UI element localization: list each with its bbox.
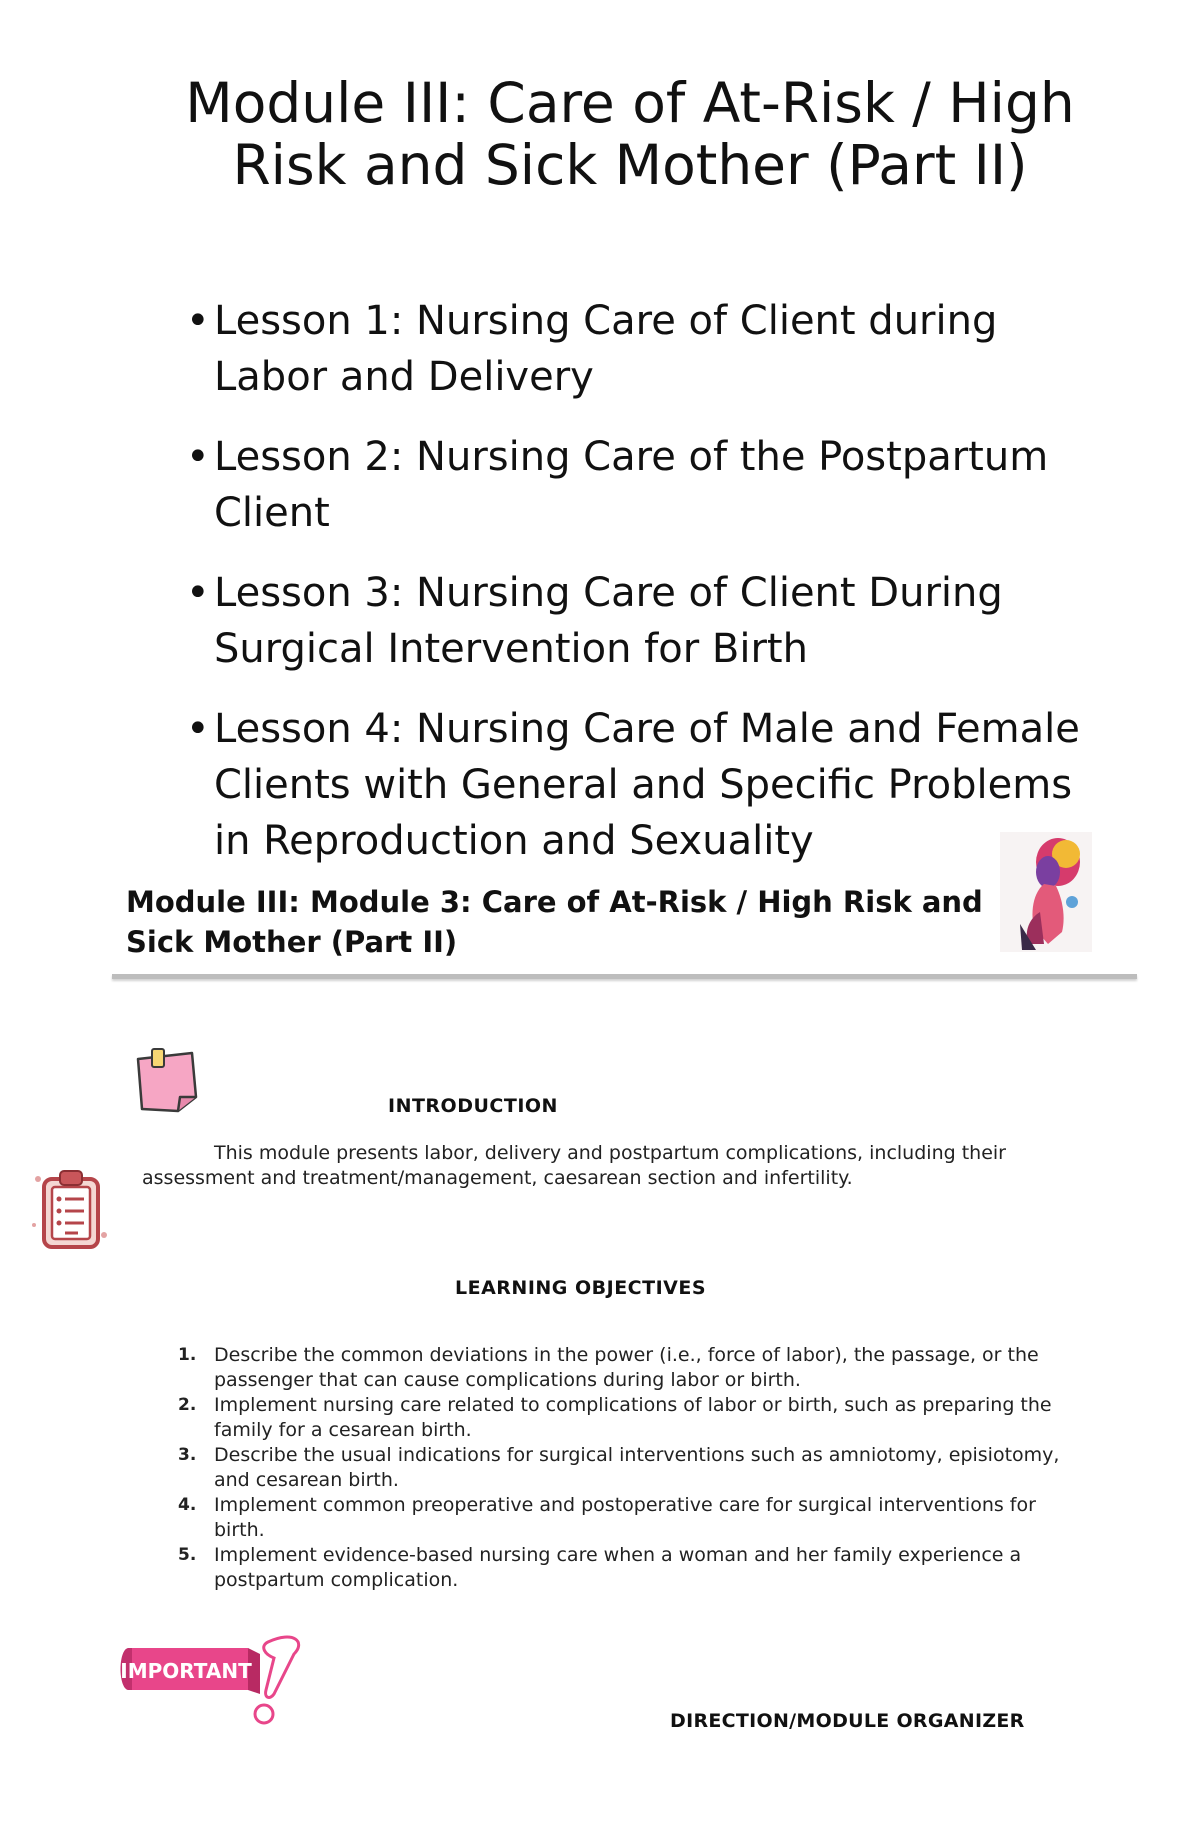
bullet: • [186,434,210,480]
header-divider [112,974,1137,979]
lesson-list [182,293,1112,893]
module-header-title: Module III: Module 3: Care of At-Risk / High Risk and Sick Mother (Part II) [126,885,983,959]
objective-number: 1. [178,1345,197,1365]
sticky-note-icon [130,1047,202,1119]
clipboard-icon [28,1165,112,1253]
page-title: Module III: Care of At-Risk / High Risk and Sick Mother (Part II) [185,71,1075,197]
bullet: • [186,706,210,752]
objective-text: Describe the usual indications for surgical interventions such as amniotomy, episiotomy, and cesarean birth. [214,1444,1060,1491]
important-badge-icon [118,1628,308,1728]
objectives-list [178,1343,1083,1593]
objective-number: 3. [178,1445,197,1465]
introduction-heading: INTRODUCTION [388,1095,558,1117]
list-item [178,1343,1083,1393]
list-item [178,1443,1083,1493]
list-item [178,1543,1083,1593]
objective-number: 5. [178,1545,197,1565]
direction-module-organizer-label: DIRECTION/MODULE ORGANIZER [670,1710,1025,1732]
objective-number: 4. [178,1495,197,1515]
objective-text: Describe the common deviations in the power (i.e., force of labor), the passage, or the passenger that can cause complications during labor or birth. [214,1344,1039,1391]
lesson-label: Lesson 2: Nursing Care of the Postpartum Client [214,434,1049,536]
objective-text: Implement nursing care related to complications of labor or birth, such as preparing the family for a cesarean birth. [214,1394,1052,1441]
objective-number: 2. [178,1395,197,1415]
introduction-body: This module presents labor, delivery and postpartum complications, including their assessment and treatment/management, caesarean section and infertility. [142,1142,1006,1189]
list-item [182,293,1112,405]
list-item [182,565,1112,677]
learning-objectives-heading: LEARNING OBJECTIVES [455,1277,707,1299]
bullet: • [186,570,210,616]
bullet: • [186,298,210,344]
list-item [182,429,1112,541]
mother-silhouette-icon [1000,832,1092,952]
objective-text: Implement common preoperative and postoperative care for surgical interventions for birth. [214,1494,1036,1541]
lesson-label: Lesson 3: Nursing Care of Client During Surgical Intervention for Birth [214,570,1003,672]
important-badge-label: IMPORTANT [120,1659,252,1683]
objective-text: Implement evidence-based nursing care when a woman and her family experience a postpartum complication. [214,1544,1022,1591]
list-item [178,1393,1083,1443]
list-item [182,701,1112,869]
list-item [178,1493,1083,1543]
lesson-label: Lesson 1: Nursing Care of Client during Labor and Delivery [214,298,998,400]
lesson-label: Lesson 4: Nursing Care of Male and Female Clients with General and Specific Problems in Reproduction and Sexuality [214,706,1080,864]
